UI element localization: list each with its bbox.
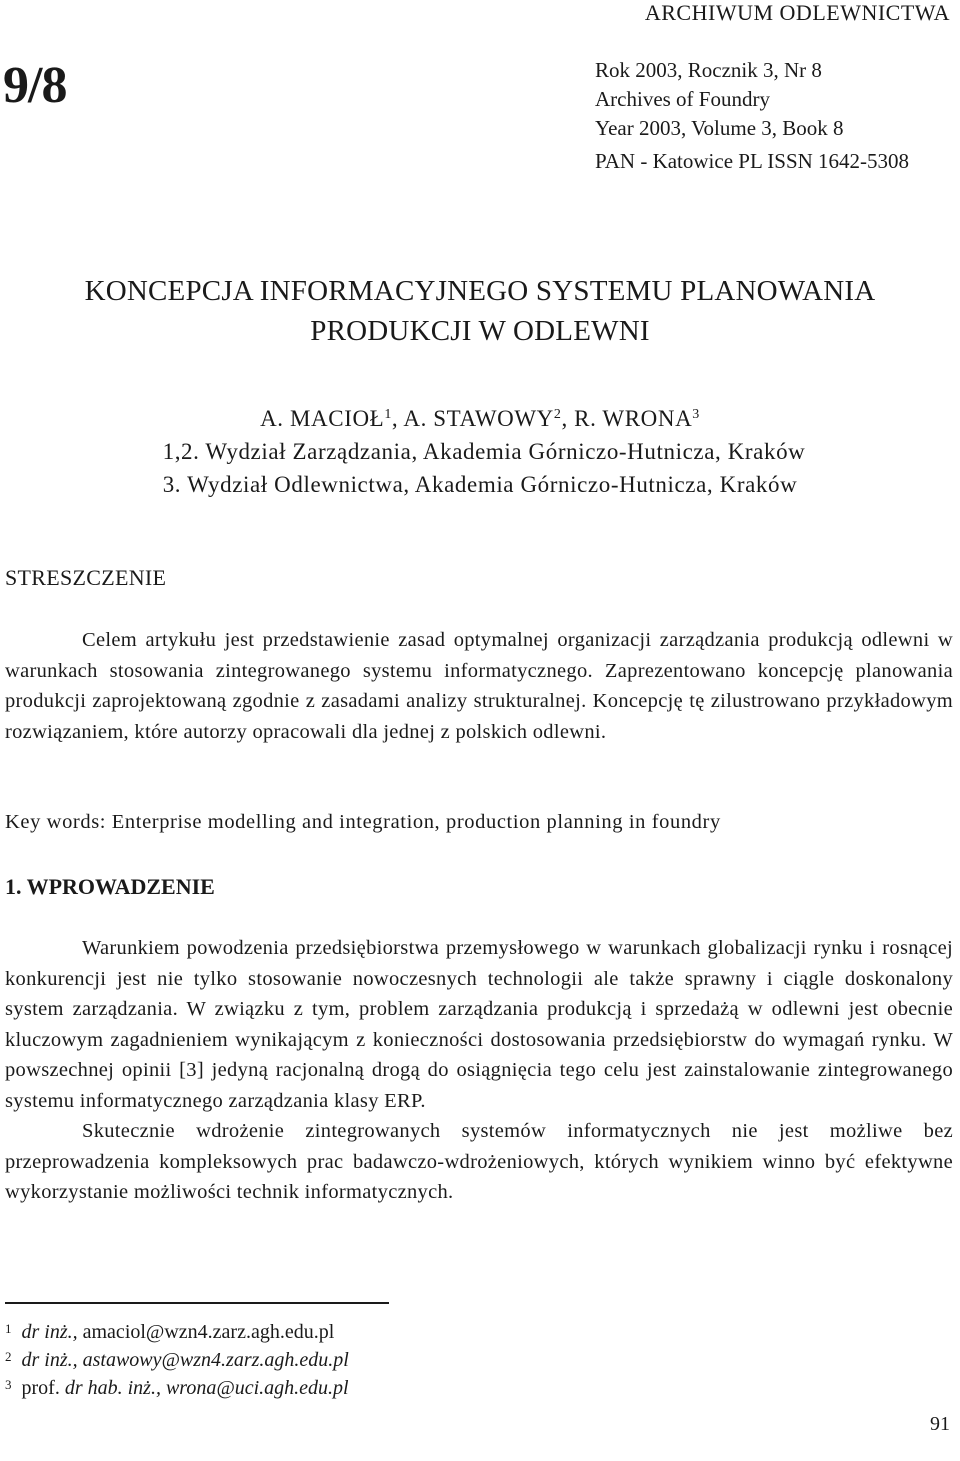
footnote-1-num: 1 <box>5 1321 12 1336</box>
title-line-1: KONCEPCJA INFORMACYJNEGO SYSTEMU PLANOWANIA <box>84 275 876 307</box>
author-3-sup: 3 <box>692 407 700 422</box>
author-1-sup: 1 <box>384 407 392 422</box>
footnotes <box>5 1318 349 1402</box>
affiliation-1: 1,2. Wydział Zarządzania, Akademia Górniczo-Hutnicza, Kraków <box>162 439 806 464</box>
paper-title <box>0 271 960 351</box>
author-line <box>0 402 960 435</box>
footnote-3-num: 3 <box>5 1377 12 1392</box>
introduction-body <box>5 933 953 1208</box>
footnote-1-prefix: dr inż., <box>21 1321 83 1343</box>
footnote-3 <box>5 1374 349 1402</box>
footnote-3-prefix: dr hab. inż., <box>64 1377 166 1399</box>
abstract-body <box>5 625 953 747</box>
author-3: , R. WRONA <box>561 406 693 431</box>
intro-paragraph-1: Warunkiem powodzenia przedsiębiorstwa przemysłowego w warunkach globalizacji rynku i rosnącej konkurencji jest nie tylko stosowanie nowoczesnych technologii ale także sprawny i ciągle doskonalony system zarządzania. W związku z tym, problem zarządzania produkcją i sprzedażą w odlewni jest obecnie kluczowym zagadnieniem wynikającym z konieczności dostosowania przedsiębiorstw do wymagań rynku. W powszechnej opinii [3] jedyną racjonalną drogą do osiągnięcia tego celu jest zainstalowanie zintegrowanego systemu informatycznego zarządzania klasy ERP. <box>5 937 953 1112</box>
meta-line-volume: Year 2003, Volume 3, Book 8 <box>595 116 844 140</box>
footnote-2 <box>5 1346 349 1374</box>
affiliation-2: 3. Wydział Odlewnictwa, Akademia Górniczo-Hutnicza, Kraków <box>162 472 798 497</box>
intro-paragraph-2: Skutecznie wdrożenie zintegrowanych systemów informatycznych nie jest możliwe bez przeprowadzenia kompleksowych prac badawczo-wdrożeniowych, których wynikiem winno być efektywne wykorzystanie możliwości technik informatycznych. <box>5 1120 953 1203</box>
footnote-2-prefix: dr inż., <box>21 1349 83 1371</box>
authors-block <box>0 402 960 501</box>
abstract-heading: STRESZCZENIE <box>5 565 167 590</box>
meta-line-issn: PAN - Katowice PL ISSN 1642-5308 <box>595 149 910 173</box>
footnote-divider <box>5 1302 389 1304</box>
footnote-3-email[interactable]: wrona@uci.agh.edu.pl <box>165 1377 349 1399</box>
paper-number: 9/8 <box>3 57 67 114</box>
publication-meta <box>595 56 909 176</box>
journal-name: ARCHIWUM ODLEWNICTWA <box>644 0 950 25</box>
abstract-text: Celem artykułu jest przedstawienie zasad optymalnej organizacji zarządzania produkcją odlewni w warunkach stosowania zintegrowanego systemu informatycznego. Zaprezentowano koncepcję planowania produkcji zaprojektowaną zgodnie z zasadami analizy strukturalnej. Koncepcję tę zilustrowano przykładowym rozwiązaniem, które autorzy opracowali dla jednej z polskich odlewni. <box>5 629 953 743</box>
author-1: A. MACIOŁ <box>260 406 385 431</box>
introduction-heading: 1. WPROWADZENIE <box>5 874 215 899</box>
footnote-3-prefix-plain: prof. <box>21 1377 65 1399</box>
footnote-2-num: 2 <box>5 1349 12 1364</box>
author-2: , A. STAWOWY <box>391 406 554 431</box>
author-2-sup: 2 <box>553 407 562 422</box>
title-line-2: PRODUKCJI W ODLEWNI <box>310 315 650 347</box>
page-number: 91 <box>930 1413 950 1435</box>
footnote-1 <box>5 1318 349 1346</box>
meta-line-year: Rok 2003, Rocznik 3, Nr 8 <box>595 58 822 82</box>
meta-line-journal: Archives of Foundry <box>595 87 770 111</box>
footnote-1-email[interactable]: amaciol@wzn4.zarz.agh.edu.pl <box>82 1321 335 1343</box>
footnote-2-email[interactable]: astawowy@wzn4.zarz.agh.edu.pl <box>82 1349 349 1371</box>
keywords: Key words: Enterprise modelling and integration, production planning in foundry <box>5 811 721 833</box>
